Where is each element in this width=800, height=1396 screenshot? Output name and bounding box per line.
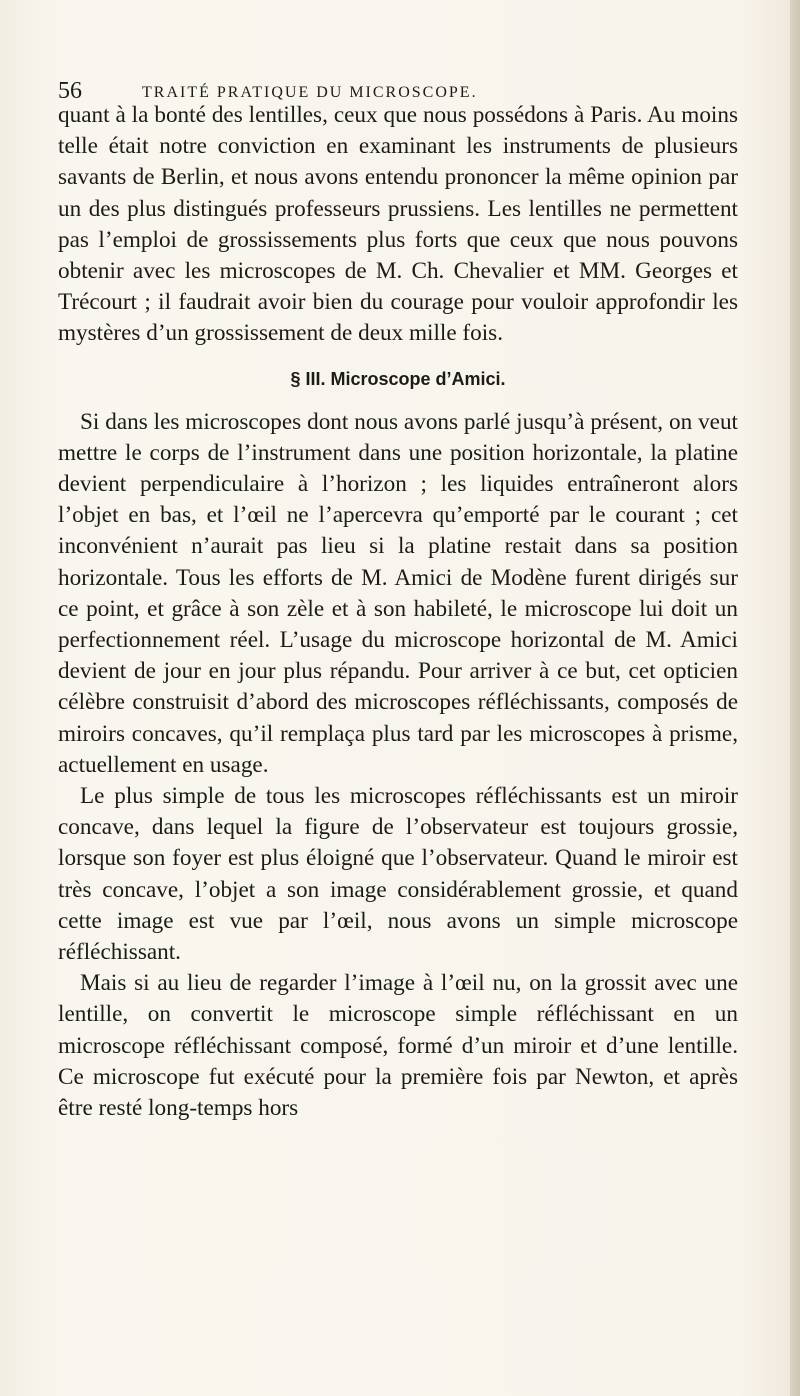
running-head: TRAITÉ PRATIQUE DU MICROSCOPE. — [142, 84, 478, 101]
page-edge — [790, 0, 800, 1396]
paragraph-3: Le plus simple de tous les microscopes réfléchissants est un miroir concave, dans lequel la figure de l’observateur est toujours grossie, lorsque son foyer est plus éloigné que l’observateur. Quand le miroir est très concave, l’objet a son image considérablement grossie, et quand cette image est vue par l’œil, nous avons un simple microscope réfléchissant. — [58, 783, 738, 966]
paragraph-1: quant à la bonté des lentilles, ceux que nous possédons à Paris. Au moins telle était notre conviction en examinant les instruments de plusieurs savants de Berlin, et nous avons entendu prononcer la même opinion par un des plus distingués professeurs prussiens. Les lentilles ne permettent pas l’emploi de grossissements plus forts que ceux que nous pouvons obtenir avec les microscopes de M. Ch. Chevalier et MM. Georges et Trécourt ; il faudrait avoir bien du courage pour vouloir approfondir les mystères d’un grossissement de deux mille fois. — [58, 102, 738, 347]
page-body — [58, 100, 738, 1124]
paragraph-2: Si dans les microscopes dont nous avons parlé jusqu’à présent, on veut mettre le corps de l’instrument dans une position horizontale, la platine devient perpendiculaire à l’horizon ; les liquides entraîneront alors l’objet en bas, et l’œil ne l’apercevra qu’emporté par le courant ; cet inconvénient n’aurait pas lieu si la platine restait dans sa position horizontale. Tous les efforts de M. Amici de Modène furent dirigés sur ce point, et grâce à son zèle et à son habileté, le microscope lui doit un perfectionnement réel. L’usage du microscope horizontal de M. Amici devient de jour en jour plus répandu. Pour arriver à ce but, cet opticien célèbre construisit d’abord des microscopes réfléchissants, composés de miroirs concaves, qu’il remplaça plus tard par les microscopes à prisme, actuellement en usage. — [58, 408, 738, 778]
section-heading-text: § III. Microscope d’Amici. — [290, 368, 506, 389]
paragraph-4: Mais si au lieu de regarder l’image à l’œil nu, on la grossit avec une lentille, on convertit le microscope simple réfléchissant en un microscope réfléchissant composé, formé d’un miroir et d’une lentille. Ce microscope fut exécuté pour la première fois par Newton, et après être resté long-temps hors — [58, 970, 738, 1122]
section-heading — [58, 367, 738, 391]
page-number: 56 — [58, 78, 82, 104]
